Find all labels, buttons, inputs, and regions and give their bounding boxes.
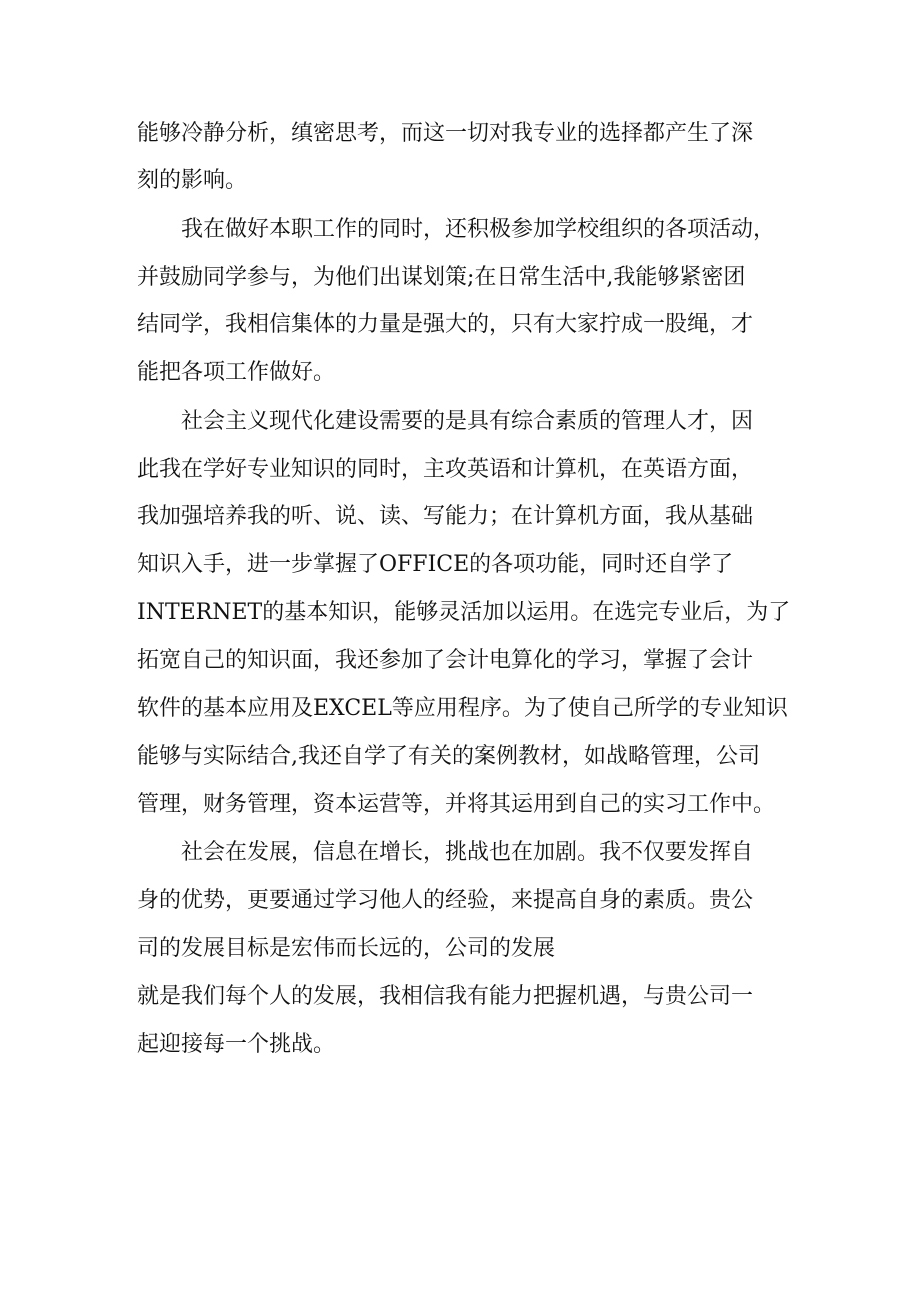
text-line: 社会在发展，信息在增长，挑战也在加剧。我不仅要发挥自 [137, 840, 754, 865]
text-line: INTERNET的基本知识，能够灵活加以运用。在选完专业后，为了 [137, 600, 791, 625]
text-line: 软件的基本应用及EXCEL等应用程序。为了使自己所学的专业知识 [137, 696, 788, 721]
text-line: 能够与实际结合,我还自学了有关的案例教材，如战略管理，公司 [137, 744, 760, 769]
text-line: 我在做好本职工作的同时，还积极参加学校组织的各项活动， [137, 217, 776, 242]
text-line: 管理，财务管理，资本运营等，并将其运用到自己的实习工作中。 [137, 792, 776, 817]
text-line: 身的优势，更要通过学习他人的经验，来提高自身的素质。贵公 [137, 888, 754, 913]
text-line: 能够冷静分析，缜密思考，而这一切对我专业的选择都产生了深 [137, 121, 754, 146]
text-line: 社会主义现代化建设需要的是具有综合素质的管理人才，因 [137, 409, 754, 434]
text-line: 拓宽自己的知识面，我还参加了会计电算化的学习，掌握了会计 [137, 648, 754, 673]
text-line: 知识入手，进一步掌握了OFFICE的各项功能，同时还自学了 [137, 552, 734, 577]
text-line: 并鼓励同学参与，为他们出谋划策;在日常生活中,我能够紧密团 [137, 265, 746, 290]
text-line: 能把各项工作做好。 [137, 360, 336, 385]
text-line: 司的发展目标是宏伟而长远的，公司的发展 [137, 936, 556, 961]
text-line: 此我在学好专业知识的同时，主攻英语和计算机，在英语方面， [137, 457, 754, 482]
text-line: 我加强培养我的听、说、读、写能力；在计算机方面，我从基础 [137, 504, 754, 529]
text-line: 刻的影响。 [137, 168, 248, 193]
text-line: 起迎接每一个挑战。 [137, 1032, 336, 1057]
text-line: 结同学，我相信集体的力量是强大的，只有大家拧成一股绳，才 [137, 312, 754, 337]
text-line: 就是我们每个人的发展，我相信我有能力把握机遇，与贵公司一 [137, 984, 754, 1009]
